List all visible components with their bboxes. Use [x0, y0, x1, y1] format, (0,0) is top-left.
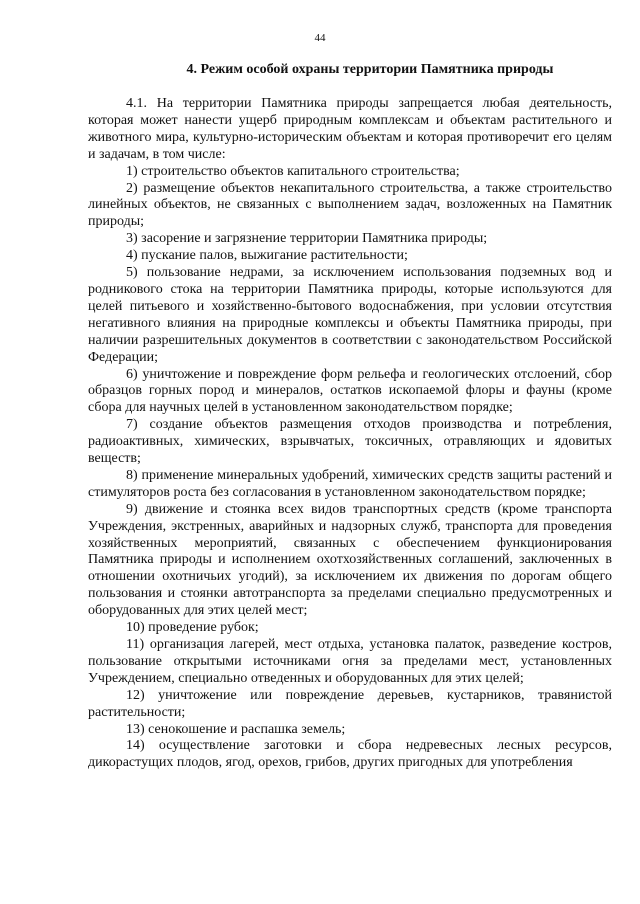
list-item: 10) проведение рубок;	[126, 620, 259, 636]
list-item: 5) пользование недрами, за исключением использования подземных вод и родникового стока на территории Памятника природы, которые используются для целей питьевого и хозяйственно-бытового водоснабжения, при условии отсутствия негативного влияния на природные комплексы и объекты Памятника природы, при наличии разрешительных документов в соответствии с законодательством Российской Федерации;	[88, 265, 612, 365]
section-body	[88, 96, 612, 772]
list-item: 12) уничтожение или повреждение деревьев, кустарников, травянистой растительности;	[88, 687, 612, 720]
list-item: 13) сенокошение и распашка земель;	[126, 721, 346, 737]
page-number: 44	[314, 32, 326, 44]
list-item: 4) пускание палов, выжигание растительности;	[126, 248, 408, 264]
list-item: 6) уничтожение и повреждение форм рельефа и геологических отслоений, сбор образцов горных пород и минералов, остатков ископаемой флоры и фауны (кроме сбора для научных целей в установленном законодательством порядке;	[88, 366, 612, 416]
list-item: 2) размещение объектов некапитального строительства, а также строительство линейных объектов, не связанных с выполнением задач, возложенных на Памятник природы;	[88, 180, 612, 230]
list-item: 14) осуществление заготовки и сбора недревесных лесных ресурсов, дикорастущих плодов, ягод, орехов, грибов, других пригодных для употребления	[88, 738, 612, 771]
list-item: 1) строительство объектов капитального строительства;	[126, 163, 460, 179]
list-item: 3) засорение и загрязнение территории Памятника природы;	[126, 231, 488, 247]
clause-intro: 4.1. На территории Памятника природы запрещается любая деятельность, которая может нанести ущерб природным комплексам и объектам растительного и животного мира, культурно-историческим объектам и которая противоречит его целям и задачам, в том числе:	[88, 96, 612, 162]
list-item: 7) создание объектов размещения отходов производства и потребления, радиоактивных, химических, взрывчатых, токсичных, отравляющих и ядовитых веществ;	[88, 417, 612, 467]
section-title: 4. Режим особой охраны территории Памятника природы	[186, 62, 554, 77]
list-item: 9) движение и стоянка всех видов транспортных средств (кроме транспорта Учреждения, экстренных, аварийных и надзорных служб, транспорта для проведения хозяйственных мероприятий, связанных с обеспечением функционирования Памятника природы и исполнением охотхозяйственных соглашений, заключенных в отношении охотничьих угодий), за исключением их движения по дорогам общего пользования и стоянки автотранспорта за пределами специально предусмотренных и оборудованных для этих целей мест;	[88, 501, 612, 619]
list-item: 11) организация лагерей, мест отдыха, установка палаток, разведение костров, пользование открытыми источниками огня за пределами мест, установленных Учреждением, специально отведенных и оборудованных для этих целей;	[88, 637, 612, 686]
list-item: 8) применение минеральных удобрений, химических средств защиты растений и стимуляторов роста без согласования в установленном законодательством порядке;	[88, 467, 612, 500]
